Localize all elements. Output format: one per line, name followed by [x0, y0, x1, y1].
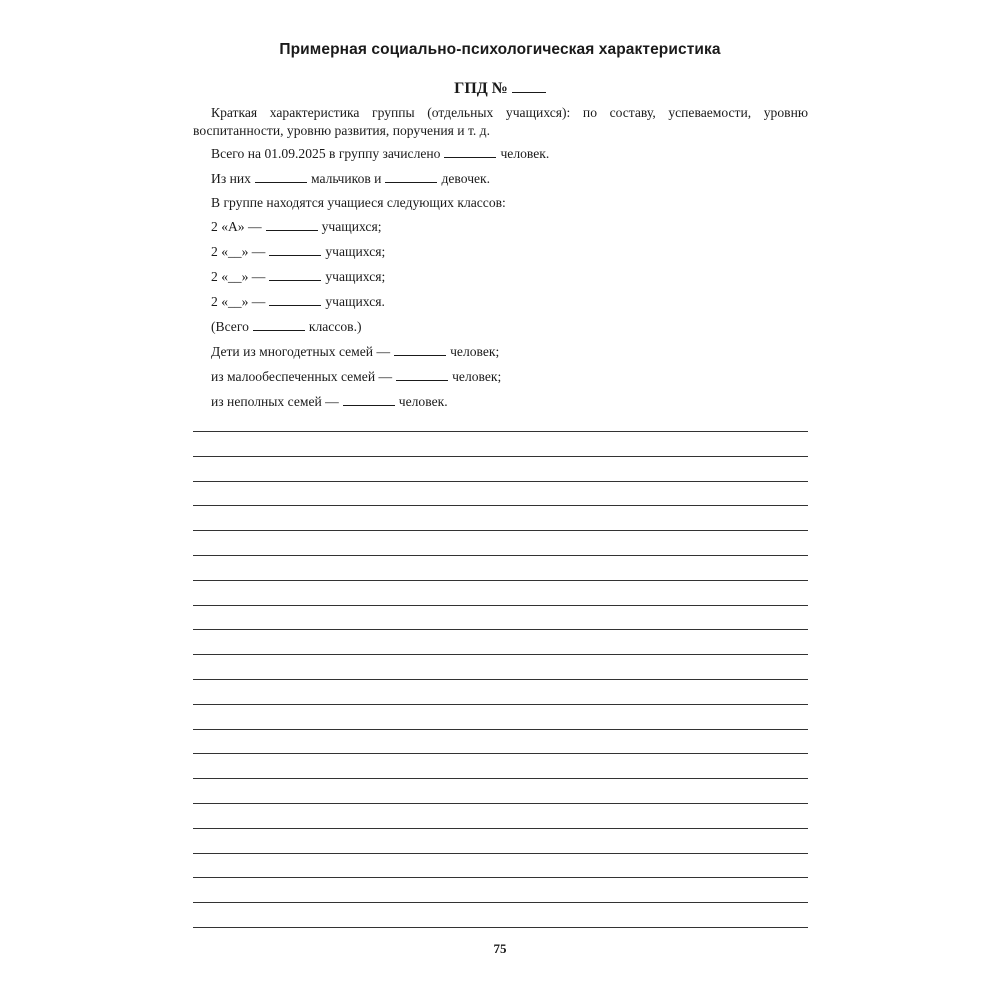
large-families-line: Дети из многодетных семей — человек;	[211, 344, 500, 359]
total-classes-line: (Всего классов.)	[211, 319, 362, 334]
page-title: Примерная социально-психологическая характеристика	[279, 41, 721, 58]
class-line: 2 «__» — учащихся;	[211, 269, 386, 284]
writing-line	[193, 679, 808, 680]
writing-line	[193, 828, 808, 829]
writing-line	[193, 753, 808, 754]
class-line: 2 «__» — учащихся.	[211, 294, 385, 309]
writing-line	[193, 729, 808, 730]
writing-line	[193, 877, 808, 878]
fill-blank	[343, 393, 395, 406]
gpd-heading	[0, 77, 1000, 98]
writing-line	[193, 803, 808, 804]
writing-line	[193, 456, 808, 457]
total-enrolled-line: Всего на 01.09.2025 в группу зачислено человек.	[211, 146, 550, 161]
classes-heading-line: В группе находятся учащиеся следующих классов:	[211, 195, 506, 210]
fill-blank	[253, 318, 305, 331]
page-number: 75	[493, 941, 507, 956]
fill-blank	[269, 268, 321, 281]
writing-line	[193, 704, 808, 705]
writing-line	[193, 629, 808, 630]
writing-line	[193, 605, 808, 606]
writing-line	[193, 505, 808, 506]
fill-blank	[255, 170, 307, 183]
gpd-number-blank	[512, 77, 546, 93]
fill-blank	[394, 343, 446, 356]
writing-line	[193, 555, 808, 556]
writing-line	[193, 853, 808, 854]
single-parent-line: из неполных семей — человек.	[211, 394, 448, 409]
fill-blank	[444, 145, 496, 158]
gpd-label: ГПД №	[454, 80, 508, 97]
writing-line	[193, 927, 808, 928]
fill-blank	[266, 218, 318, 231]
writing-line	[193, 654, 808, 655]
fill-blank	[396, 368, 448, 381]
writing-line	[193, 530, 808, 531]
class-line: 2 «__» — учащихся;	[211, 244, 386, 259]
fill-blank	[269, 293, 321, 306]
writing-line	[193, 902, 808, 903]
boys-girls-line: Из них мальчиков и девочек.	[211, 171, 491, 186]
writing-line	[193, 580, 808, 581]
intro-paragraph: Краткая характеристика группы (отдельных учащихся): по составу, успеваемости, уровню воспитанности, уровню развития, поручения и т. д.	[193, 105, 808, 138]
writing-line	[193, 778, 808, 779]
low-income-line: из малообеспеченных семей — человек;	[211, 369, 502, 384]
writing-line	[193, 431, 808, 432]
class-line: 2 «А» — учащихся;	[211, 219, 382, 234]
fill-blank	[385, 170, 437, 183]
writing-line	[193, 481, 808, 482]
fill-blank	[269, 243, 321, 256]
